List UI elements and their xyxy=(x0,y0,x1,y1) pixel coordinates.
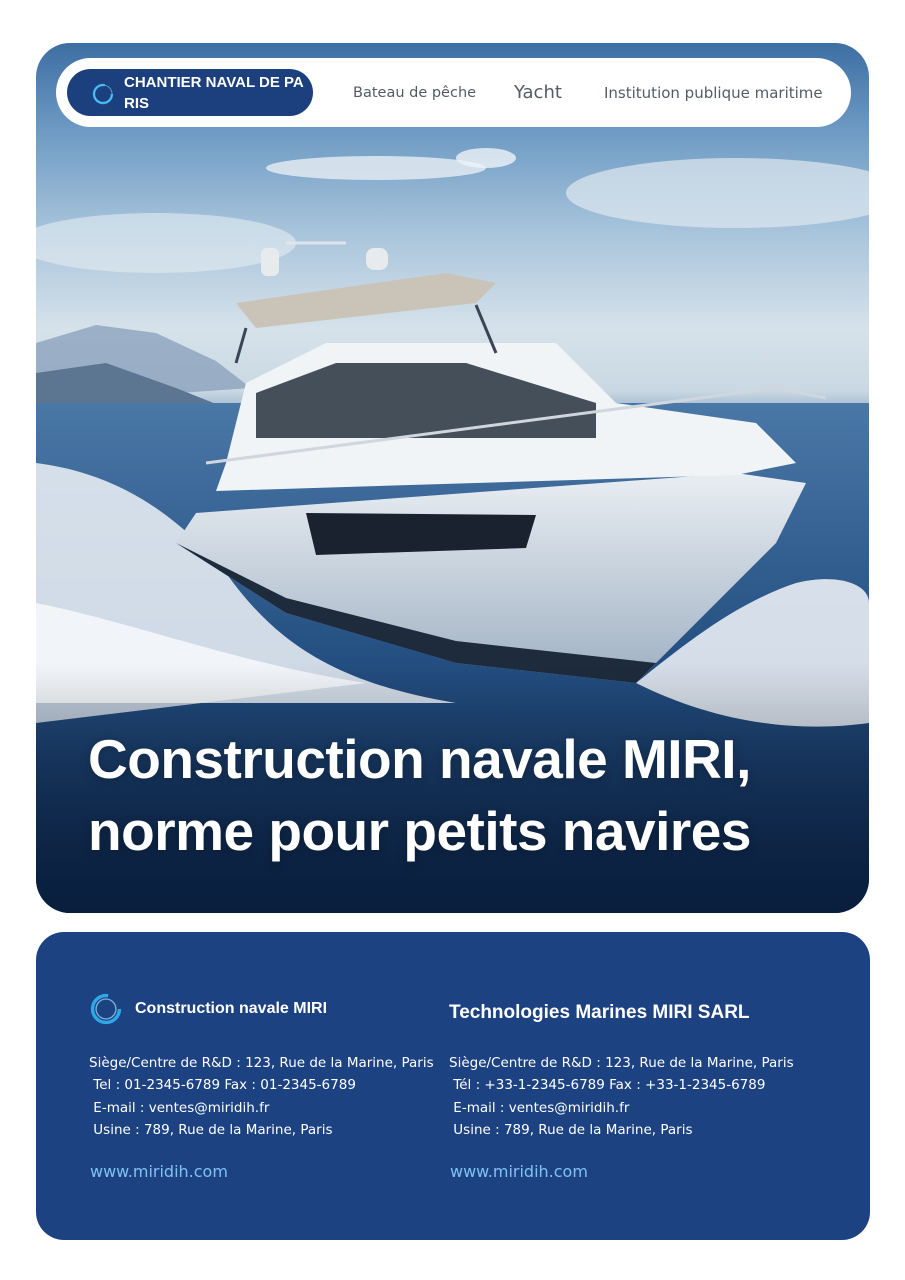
address-line: Siège/Centre de R&D : 123, Rue de la Marine, Paris xyxy=(89,1055,434,1071)
nav-link-bateau-de-peche[interactable]: Bateau de pêche xyxy=(353,84,477,101)
hero-banner xyxy=(36,43,869,913)
hero-title-line-2: norme pour petits navires xyxy=(88,800,751,862)
factory-line: Usine : 789, Rue de la Marine, Paris xyxy=(449,1121,693,1138)
website-link-left[interactable]: www.miridih.com xyxy=(90,1162,228,1181)
brand-name: CHANTIER NAVAL DE PARIS xyxy=(124,74,304,112)
company-name-left: Construction navale MIRI xyxy=(135,1000,328,1017)
company-header-left xyxy=(89,992,327,1026)
phone-line: Tél : +33-1-2345-6789 Fax : +33-1-2345-6789 xyxy=(449,1077,766,1094)
factory-line: Usine : 789, Rue de la Marine, Paris xyxy=(89,1121,333,1138)
company-info-left xyxy=(89,1052,449,1141)
top-navigation xyxy=(56,58,851,127)
company-info-right xyxy=(449,1052,809,1141)
nav-link-institution-publique-maritime[interactable]: Institution publique maritime xyxy=(604,83,823,102)
hero-title xyxy=(88,723,848,867)
hero-title-line-1: Construction navale MIRI, xyxy=(88,728,751,790)
website-link-right[interactable]: www.miridih.com xyxy=(450,1162,588,1181)
brand-logo[interactable] xyxy=(67,69,313,116)
address-line: Siège/Centre de R&D : 123, Rue de la Marine, Paris xyxy=(449,1055,794,1071)
ring-logo-icon xyxy=(89,992,123,1026)
email-line: E-mail : ventes@miridih.fr xyxy=(449,1099,630,1116)
company-name-right: Technologies Marines MIRI SARL xyxy=(449,1002,750,1023)
contact-footer xyxy=(36,932,870,1240)
nav-link-yacht[interactable]: Yacht xyxy=(514,82,562,103)
phone-line: Tel : 01-2345-6789 Fax : 01-2345-6789 xyxy=(89,1077,356,1094)
email-line: E-mail : ventes@miridih.fr xyxy=(89,1099,270,1116)
ring-logo-icon xyxy=(91,82,115,106)
